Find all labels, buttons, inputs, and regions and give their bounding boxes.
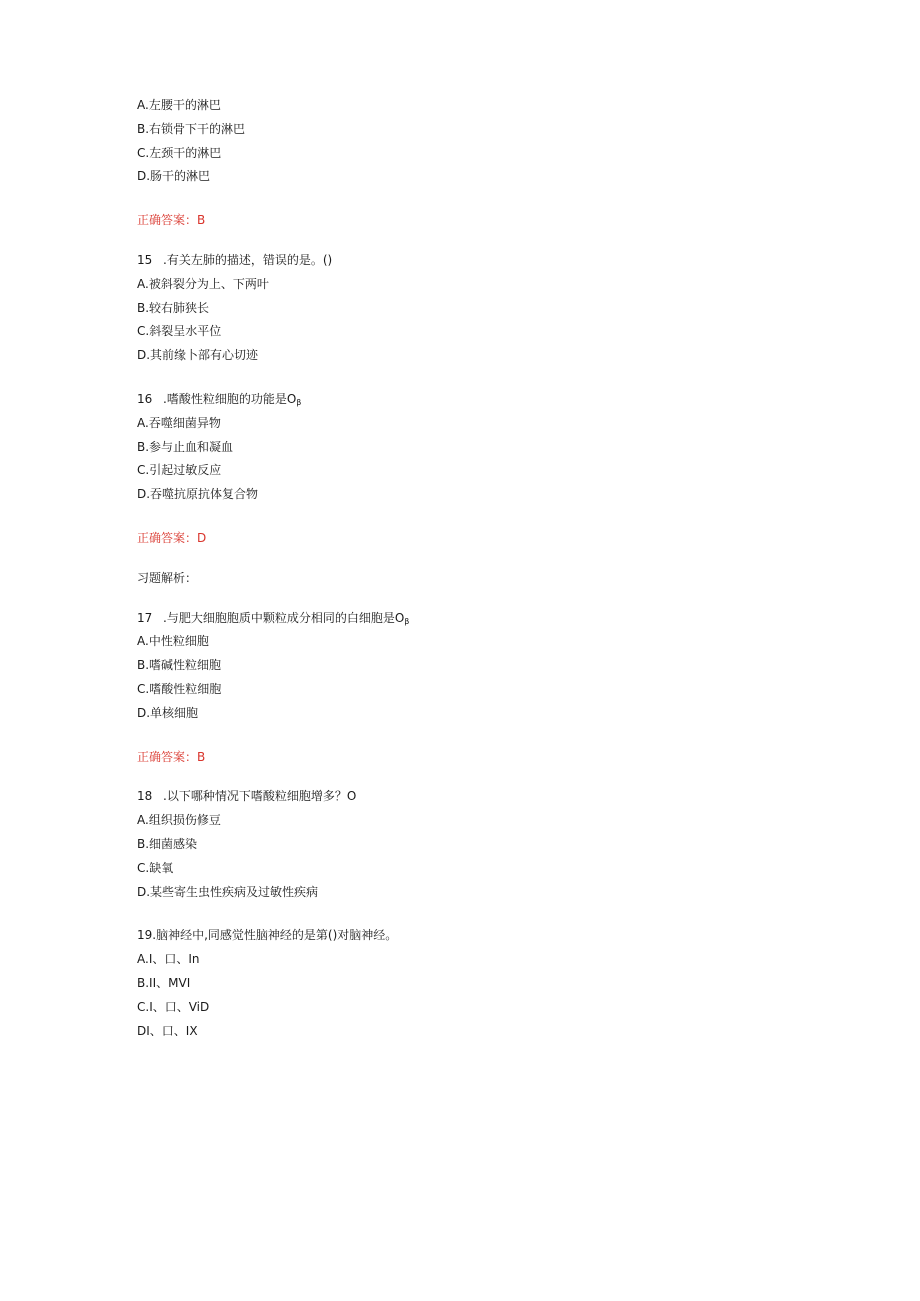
option-b: B.较右肺狭长 [137,300,210,315]
answer-label: 正确答案： [137,530,198,545]
question-17 [137,607,837,770]
question-text: .嗜酸性粒细胞的功能是O [163,391,297,406]
answer-value: B [197,749,206,764]
question-18 [137,785,837,904]
answer-value: B [197,213,206,228]
question-number: 16 [137,391,153,406]
question-text: .以下哪种情况下嗜酸粒细胞增多？O [163,789,357,804]
question-stem [137,607,837,631]
option-c: C.嗜酸性粒细胞 [137,681,222,696]
option-a: A.组织损伤修豆 [137,813,221,828]
question-stem [137,249,837,273]
option-a: A.I、口、In [137,952,200,967]
answer-label: 正确答案： [137,749,198,764]
question-14 [137,94,837,233]
question-number: 18 [137,789,153,804]
option-c: C.斜裂呈水平位 [137,324,222,339]
option-d: DI、口、IX [137,1023,198,1038]
analysis-label: 习题解析： [137,570,198,585]
answer-label: 正确答案： [137,213,198,228]
question-text: .与肥大细胞胞质中颗粒成分相同的白细胞是O [163,610,405,625]
option-b: B.参与止血和凝血 [137,439,234,454]
option-d: D.某些寄生虫性疾病及过敏性疾病 [137,884,319,899]
question-number: 17 [137,610,153,625]
option-c: C.引起过敏反应 [137,463,222,478]
option-d: D.吞噬抗原抗体复合物 [137,487,259,502]
question-subscript: β [296,397,302,407]
option-a: A.被斜裂分为上、下两叶 [137,276,269,291]
question-list [137,94,837,1043]
option-a: A.吞噬细菌异物 [137,415,221,430]
option-c: C.缺氧 [137,860,174,875]
question-text: .有关左肺的描述，错误的是。() [163,252,333,267]
correct-answer [137,527,837,551]
option-a: A.中性粒细胞 [137,634,209,649]
question-subscript: β [404,616,410,626]
question-stem [137,388,837,412]
question-stem [137,785,837,809]
answer-value: D [197,530,207,545]
option-c: C.左颈干的淋巴 [137,145,222,160]
question-stem: 19.脑神经中,同感觉性脑神经的是第()对脑神经。 [137,928,398,943]
option-c: C.I、口、ViD [137,999,210,1014]
option-d: D.单核细胞 [137,705,199,720]
question-15 [137,249,837,368]
correct-answer [137,746,837,770]
option-a: A.左腰干的淋巴 [137,98,221,112]
correct-answer [137,209,837,233]
question-16 [137,388,837,591]
option-d: D.其前缘卜部有心切迹 [137,348,259,363]
question-19 [137,924,837,1043]
option-b: B.II、MVI [137,975,191,990]
question-number: 15 [137,252,153,267]
option-b: B.细菌感染 [137,836,198,851]
option-b: B.右锁骨下干的淋巴 [137,121,246,136]
option-d: D.肠干的淋巴 [137,169,211,184]
option-b: B.嗜碱性粒细胞 [137,658,222,673]
